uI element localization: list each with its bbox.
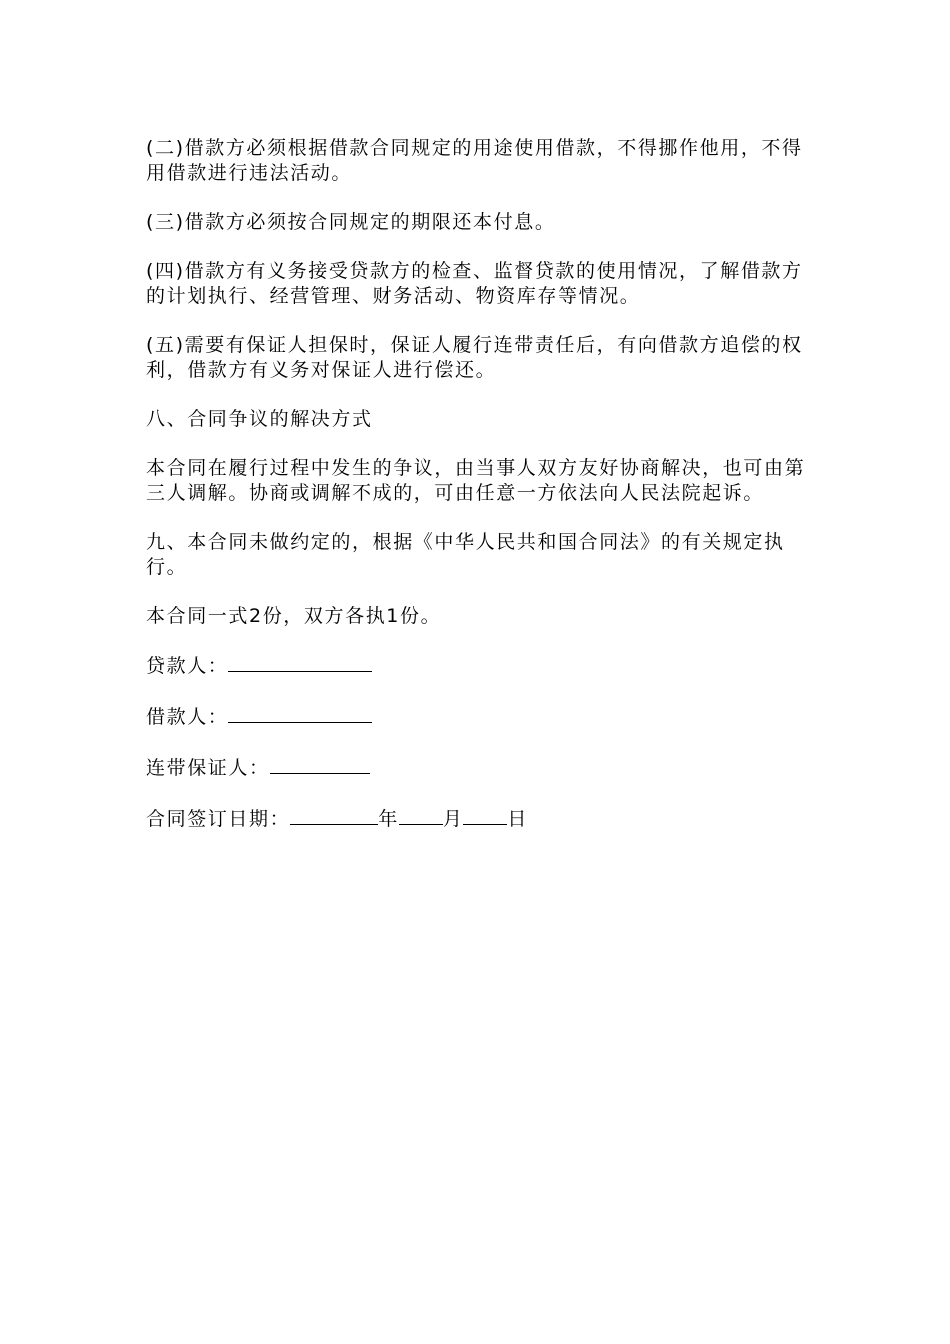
date-label: 合同签订日期： xyxy=(146,808,291,830)
copies-statement: 本合同一式2份，双方各执1份。 xyxy=(146,605,442,627)
document-body xyxy=(146,136,810,857)
guarantor-signature-blank[interactable] xyxy=(270,755,370,774)
guarantor-signature-line xyxy=(146,755,810,781)
lender-signature-blank[interactable] xyxy=(228,653,372,672)
clause-4: (四)借款方有义务接受贷款方的检查、监督贷款的使用情况，了解借款方的计划执行、经营管理、财务活动、物资库存等情况。 xyxy=(146,260,803,307)
section-heading-8: 八、合同争议的解决方式 xyxy=(146,408,373,430)
day-blank[interactable] xyxy=(463,806,507,825)
guarantor-label: 连带保证人： xyxy=(146,757,270,779)
year-label: 年 xyxy=(378,808,399,830)
year-blank[interactable] xyxy=(290,806,378,825)
lender-signature-line xyxy=(146,653,810,679)
borrower-label: 借款人： xyxy=(146,706,229,728)
lender-label: 贷款人： xyxy=(146,655,229,677)
month-label: 月 xyxy=(442,808,464,830)
month-blank[interactable] xyxy=(399,806,443,825)
signing-date-line xyxy=(146,806,810,832)
clause-3: (三)借款方必须按合同规定的期限还本付息。 xyxy=(146,211,556,233)
borrower-signature-line xyxy=(146,704,810,730)
clause-2: (二)借款方必须根据借款合同规定的用途使用借款，不得挪作他用，不得用借款进行违法活动。 xyxy=(146,137,803,184)
section-9: 九、本合同未做约定的，根据《中华人民共和国合同法》的有关规定执行。 xyxy=(146,531,785,578)
day-label: 日 xyxy=(507,808,529,830)
borrower-signature-blank[interactable] xyxy=(228,704,372,723)
clause-5: (五)需要有保证人担保时，保证人履行连带责任后，有向借款方追偿的权利，借款方有义务对保证人进行偿还。 xyxy=(146,334,803,381)
dispute-resolution-text: 本合同在履行过程中发生的争议，由当事人双方友好协商解决，也可由第三人调解。协商或调解不成的，可由任意一方依法向人民法院起诉。 xyxy=(146,457,806,504)
